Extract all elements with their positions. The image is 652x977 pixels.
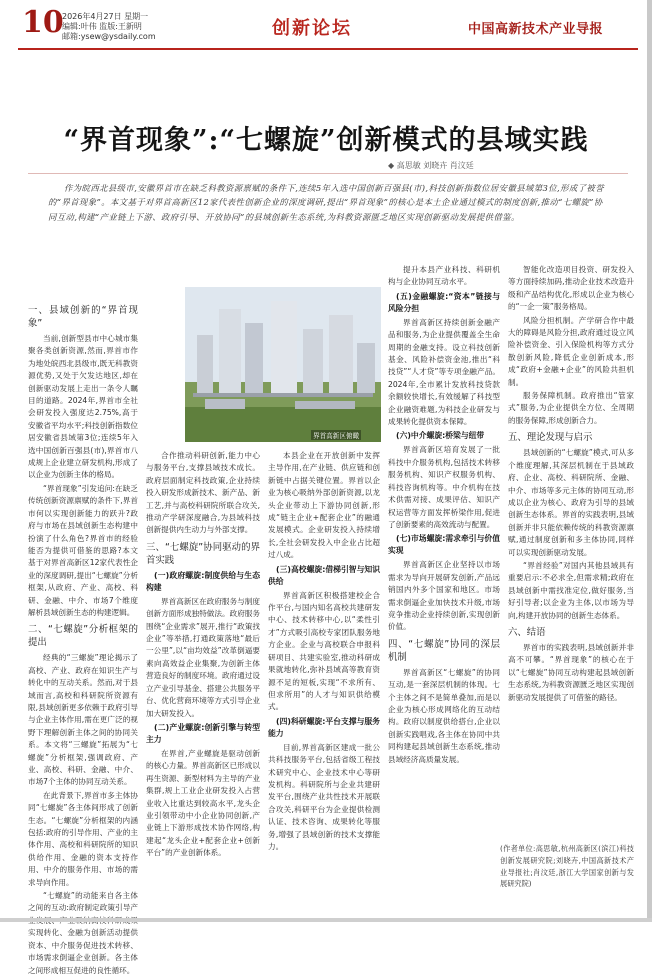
- article-abstract: 作为皖西北县级市,安徽界首市在缺乏科教资源禀赋的条件下,连续5年入选中国创新百强县(市),科技创新指数位居安徽县域第3位,形成了被誉的“界首现象”。本文基于对界首高新区12家代表性创新企业的深度调研,提出“界首现象”的核心是本土企业通过模式的制度创新,推动“七螺旋”协同互动,构建“产业链上下游、政府引导、开放协同”的县域创新生态系统,为科教资源匮乏地区实现创新驱动发展提供借鉴。: [48, 183, 604, 222]
- editor-info: 编辑:叶伟 监版:王新明: [62, 22, 142, 31]
- paragraph: “七螺旋”的动能来自各主体之间的互动:政府制定政策引导产 实现转化、金融为创新活动提供资本、中介服务促进技术转移、市场需求倒逼企业创新。各主体之间形成相互促进的良性循环。: [28, 891, 138, 975]
- paragraph: 界首高新区积极搭建校企合作平台,与国内知名高校共建研发中心、技术转移中心,以“柔性引才”方式吸引高校专家团队服务地方企业。企业与高校联合申报科研项目、共建实验室,推动科研成果就地转化,弥补县域高等教育资源不足的短板,实现“不求所有、但求所用”的人才与知识供给模式。: [268, 590, 380, 712]
- industrial-park-photo: [185, 287, 381, 442]
- paragraph: 界首高新区持续创新金融产品和服务,为企业提供覆盖全生命周期的金融支持。设立科技创新基金、风险补偿资金池,推出“科技贷”“人才贷”等专项金融产品。2024年,全市累计发放科技贷款余额较快增长,有效缓解了科技型企业融资难题,为科技企业研发与成果转化提供资本保障。: [388, 317, 500, 427]
- column-1: [28, 300, 138, 975]
- publish-date: 2026年4月27日 星期一: [62, 12, 149, 21]
- paragraph: 界首高新区企业坚持以市场需求为导向开展研发创新,产品远销国内外多个国家和地区。市场需求倒逼企业加快技术升级,市场竞争推动企业持续创新,实现创新价值。: [388, 560, 500, 632]
- photo-caption: 界首高新区俯瞰: [313, 432, 360, 440]
- paragraph: 风险分担机制。产学研合作中最大的障碍是风险分担,政府通过设立风险补偿资金、引入保险机构等方式分散创新风险,降低企业创新成本,形成“政府+金融+企业”的风险共担机制。: [508, 315, 634, 387]
- column-5: [508, 264, 634, 842]
- paragraph: 本县企业在开放创新中发挥主导作用,在产业链、供应链和创新链中占据关键位置。界首以企业为核心吸纳外部创新资源,以龙头企业带动上下游协同创新,形成“链主企业+配套企业”的融通发展模式。企业研发投入持续增长,全社会研发投入中企业占比超过八成。: [268, 451, 380, 560]
- column-2: [146, 450, 260, 920]
- paragraph: 在此背景下,界首市多主体协同“七螺旋”各主体间形成了创新生态。“七螺旋”分析框架的内涵包括:政府的引导作用、产业的主体作用、高校和科研院所的知识供给作用、金融的资本支持作用、中介的服务作用、市场的需求导向作用。: [28, 790, 138, 887]
- column-3: [268, 450, 380, 920]
- sub-heading: (一)政府螺旋:制度供给与生态构建: [146, 570, 260, 592]
- masthead-rule: [18, 48, 638, 50]
- page-number: 10: [22, 5, 64, 40]
- section-heading: 三、“七螺旋”协同驱动的界首实践: [146, 541, 260, 566]
- sub-heading: (六)中介螺旋:桥梁与纽带: [396, 431, 485, 441]
- paragraph: 界首高新区培育发展了一批科技中介服务机构,包括技术转移服务机构、知识产权服务机构、科技咨询机构等。中介机构在技术供需对接、成果评估、知识产权运营等方面发挥桥梁作用,促进了创新要素的高效流动与配置。: [388, 445, 500, 529]
- paragraph: 界首高新区“七螺旋”的协同互动,是一套深层机制的体现。七个主体之间不是简单叠加,而是以企业为核心形成网络化的互动结构。政府以制度供给搭台,企业以创新实践唱戏,各主体在协同中共同构建起县域创新生态系统,推动县域经济高质量发展。: [388, 667, 500, 764]
- article-headline: “界首现象”:“七螺旋”创新模式的县域实践: [63, 125, 589, 156]
- article-byline: ◆ 高思敏 刘晓卉 肖汶廷: [388, 161, 474, 170]
- newspaper-logo: 中国高新技术产业导报: [468, 22, 604, 37]
- paragraph: 界首高新区在政府服务与制度创新方面形成独特做法。政府服务围绕“企业需求”展开,推行“政策找企业”等举措,打通政策落地“最后一公里”,以“亩均效益”改革倒逼要素向高效益企业集聚,为创新主体营造良好的制度环境。政府通过设立产业引导基金、搭建公共服务平台、优化营商环境等方式引导企业加大研发投入。: [146, 596, 260, 718]
- paragraph: 服务保障机制。政府推出“管家式”服务,为企业提供全方位、全周期的服务保障,形成创新合力。: [508, 391, 634, 425]
- section-heading: 二、“七螺旋”分析框架的提出: [28, 624, 138, 649]
- paragraph: 合作推动科研创新,能力中心与服务平台,支撑县域技术成长。政府层面制定科技政策,企业持续投入研发形成新技术、新产品、新工艺,并与高校科研院所联合攻关,推动产学研深度融合,为县域科技创新提供内生动力与外部支撑。: [146, 451, 260, 535]
- paragraph: 在界首,产业螺旋是驱动创新的核心力量。界首高新区已形成以再生资源、新型材料为主导的产业集群,规上工业企业研发投入占营业收入比重达到较高水平,龙头企业引领带动中小企业协同创新,产业链上下游形成技术协作网络,构建起“龙头企业+配套企业+创新平台”的产业创新体系。: [146, 748, 260, 858]
- paragraph: 界首市的实践表明,县域创新并非高不可攀。“界首现象”的核心在于以“七螺旋”协同互动构建起县域创新生态系统,为科教资源匮乏地区实现创新驱动发展提供了可借鉴的路径。: [508, 642, 634, 702]
- sub-heading: (七)市场螺旋:需求牵引与价值实现: [388, 534, 500, 556]
- city-skyline-illustration: [185, 287, 381, 442]
- page-edge-shadow: [647, 0, 652, 922]
- paragraph: 智能化改造项目投资、研发投入等方面持续加码,推动企业技术改造升级和产品结构优化,形成以企业为核心的“一企一策”服务格局。: [508, 265, 634, 312]
- paragraph: 目前,界首高新区建成一批公共科技服务平台,包括省级工程技术研究中心、企业技术中心等研发机构。科研院所与企业共建研发平台,围绕产业共性技术开展联合攻关,科研平台为企业提供检测认证、技术咨询、成果转化等服务,增强了县域创新的技术支撑能力。: [268, 742, 380, 851]
- column-4: [388, 264, 500, 920]
- sub-heading: (五)金融螺旋:“资本”链接与风险分担: [388, 291, 500, 313]
- paragraph: 经典的“三螺旋”理论揭示了高校、产业、政府在知识生产与转化中的互动关系。然而,对于县域而言,高校和科研院所资源有限,县域创新更多依赖于政府引导与企业主体作用,需在更广泛的视野下理解创新主体之间的协同关系。本文将“三螺旋”拓展为“七螺旋”分析框架,强调政府、产业、高校、科研、金融、中介、市场7个主体的协同互动关系。: [28, 653, 138, 787]
- editor-email: 邮箱:ysew@ysdaily.com: [62, 32, 156, 41]
- section-heading: 五、理论发现与启示: [508, 432, 593, 444]
- sub-heading: (三)高校螺旋:借梯引智与知识供给: [268, 564, 380, 586]
- author-affiliation-note: (作者单位:高思敏,杭州高新区(滨江)科技创新发展研究院;刘晓卉,中国高新技术产业导报社;肖汶廷,浙江大学国家创新与发展研究院): [500, 844, 634, 889]
- section-heading: 一、县域创新的“界首现象”: [28, 305, 138, 329]
- paragraph: 当前,创新型县市中心城市集聚各类创新资源,然而,界首市作为地处皖西北县级市,既无科教资源优势,又处于欠发达地区,却在创新驱动发展上走出一条令人瞩目的道路。2024年,界首市全社会研发投入强度达2.75%,高于安徽省平均水平;科技创新指数位居安徽省县域第3位;连续5年入选中国创新百强县(市),界首市八成规上企业建立研发机构,形成了以企业为创新主体的格局。: [28, 334, 138, 480]
- sub-heading: (四)科研螺旋:平台支撑与服务能力: [268, 716, 380, 738]
- title-divider: [28, 173, 628, 174]
- paragraph: “界首现象”引发追问:在缺乏传统创新资源禀赋的条件下,界首市何以实现创新能力的跃升?政府与市场在县域创新生态构建中扮演了什么角色?界首市的经验能否为提供可借鉴的思路?本文基于对界首高新区12家代表性企业的深度调研,提出“七螺旋”分析框架,从政府、产业、高校、科研、金融、中介、市场7个维度解析县域创新生态的构建逻辑。: [28, 483, 138, 617]
- sub-heading: (二)产业螺旋:创新引擎与转型主力: [146, 722, 260, 744]
- paragraph: “界首经验”对国内其他县域具有重要启示:不必求全,但需求精;政府在县域创新中需找准定位,做好服务,当好引导者;以企业为主体,以市场为导向,构建开放协同的创新生态体系。: [508, 560, 634, 620]
- paragraph: 提升本县产业科技、科研机构与企业协同互动水平。: [388, 265, 500, 287]
- section-title: 创新论坛: [272, 18, 352, 39]
- masthead-meta: [62, 12, 156, 42]
- section-heading: 四、“七螺旋”协同的深层机制: [388, 638, 500, 663]
- page-bottom-shadow: [0, 918, 652, 922]
- paragraph: 县域创新的“七螺旋”模式,可从多个维度理解,其深层机制在于县域政府、企业、高校、科研院所、金融、中介、市场等多元主体的协同互动,形成以企业为核心、政府为引导的县域创新生态体系。界首的实践表明,县域创新并非只能依赖传统的科教资源禀赋,通过制度创新和多主体协同,同样可以实现创新驱动发展。: [508, 448, 634, 557]
- section-heading: 六、结语: [508, 626, 546, 638]
